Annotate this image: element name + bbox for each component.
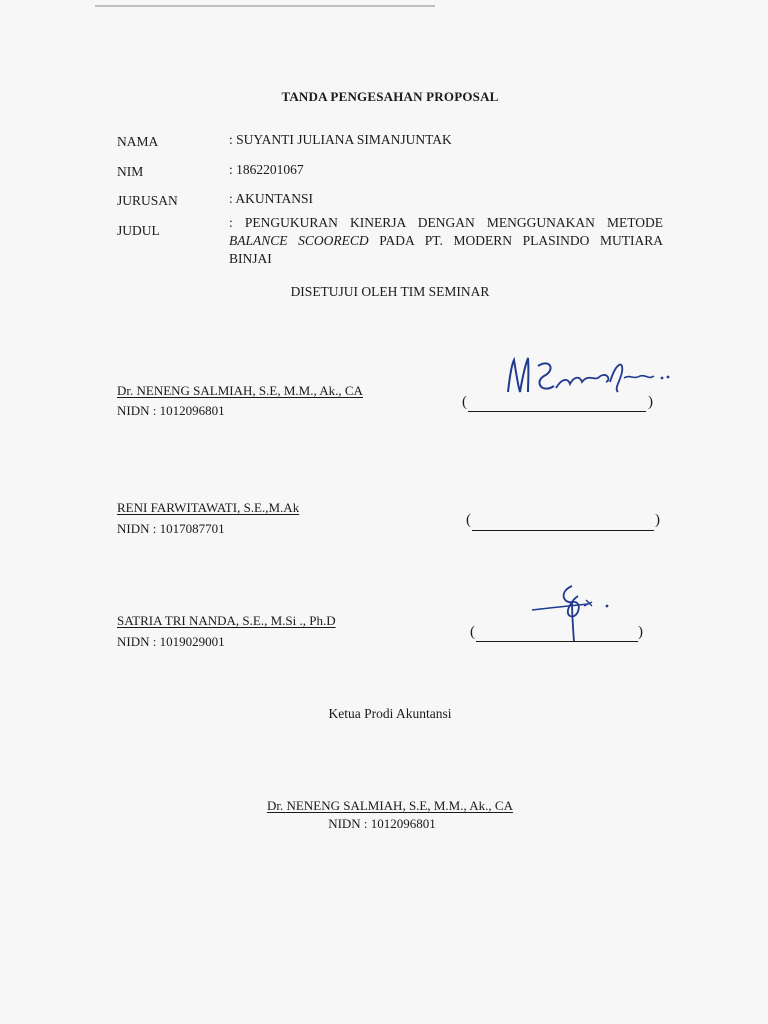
nama-value: : SUYANTI JULIANA SIMANJUNTAK (229, 132, 452, 147)
scan-edge-line (95, 5, 435, 7)
signature-2-bracket-open: ( (466, 512, 471, 528)
signature-2-bracket-close: ) (655, 512, 660, 528)
signatory-2-nidn: NIDN : 1017087701 (117, 521, 225, 536)
signature-1-line (468, 411, 646, 412)
judul-line-3: BINJAI (229, 251, 272, 266)
jurusan-value: : AKUNTANSI (229, 191, 314, 206)
document-title: TANDA PENGESAHAN PROPOSAL (281, 89, 499, 104)
nim-value: : 1862201067 (229, 162, 304, 177)
ketua-prodi-nidn: NIDN : 1012096801 (328, 816, 436, 831)
nama-label: NAMA (117, 134, 159, 149)
judul-value (229, 214, 663, 268)
signature-3 (528, 580, 618, 650)
approved-heading: DISETUJUI OLEH TIM SEMINAR (290, 284, 490, 299)
signatory-1-name: Dr. NENENG SALMIAH, S.E, M.M., Ak., CA (117, 383, 363, 398)
signatory-3-name: SATRIA TRI NANDA, S.E., M.Si ., Ph.D (117, 613, 336, 628)
nim-label: NIM (117, 164, 144, 179)
judul-label: JUDUL (117, 223, 160, 238)
signature-3-bracket-open: ( (470, 624, 475, 640)
judul-italic: BALANCE SCOORECD (229, 233, 369, 248)
jurusan-label: JURUSAN (117, 193, 178, 208)
ketua-prodi-label: Ketua Prodi Akuntansi (328, 706, 452, 721)
judul-line-2 (229, 232, 663, 250)
judul-line-2-rest: PADA PT. MODERN PLASINDO MUTIARA (368, 233, 663, 248)
signature-3-bracket-close: ) (638, 624, 643, 640)
signatory-3-nidn: NIDN : 1019029001 (117, 634, 225, 649)
judul-line-1: : PENGUKURAN KINERJA DENGAN MENGGUNAKAN METODE (229, 215, 663, 230)
signature-1-bracket-open: ( (462, 394, 467, 410)
signatory-1-nidn: NIDN : 1012096801 (117, 403, 225, 418)
signature-1-bracket-close: ) (648, 394, 653, 410)
signature-2-line (472, 530, 654, 531)
signature-3-line (476, 641, 638, 642)
ketua-prodi-name: Dr. NENENG SALMIAH, S.E, M.M., Ak., CA (267, 798, 513, 813)
signatory-2-name: RENI FARWITAWATI, S.E.,M.Ak (117, 500, 300, 515)
